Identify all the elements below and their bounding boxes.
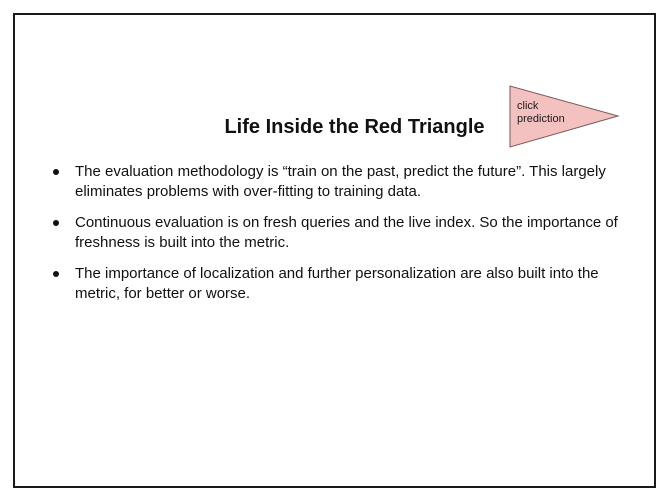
bullet-item — [51, 213, 621, 253]
bullet-text: The evaluation methodology is “train on the past, predict the future”. This largely eliminates problems with over-fitting to training data. — [75, 163, 606, 200]
bullet-text: Continuous evaluation is on fresh queries and the live index. So the importance of freshness is built into the metric. — [75, 214, 618, 251]
bullet-dot-icon — [53, 271, 59, 277]
slide — [13, 13, 656, 488]
slide-title: Life Inside the Red Triangle — [224, 116, 485, 138]
bullet-dot-icon — [53, 220, 59, 226]
bullet-dot-icon — [53, 169, 59, 175]
bullet-item — [51, 264, 621, 304]
callout-label-line2: prediction — [517, 113, 565, 125]
bullet-text: The importance of localization and further personalization are also built into the metric, for better or worse. — [75, 265, 599, 302]
bullet-list — [51, 162, 621, 315]
bullet-item — [51, 162, 621, 202]
click-prediction-callout[interactable] — [508, 84, 620, 149]
callout-label-line1: click — [517, 100, 539, 112]
callout-label — [517, 100, 587, 126]
